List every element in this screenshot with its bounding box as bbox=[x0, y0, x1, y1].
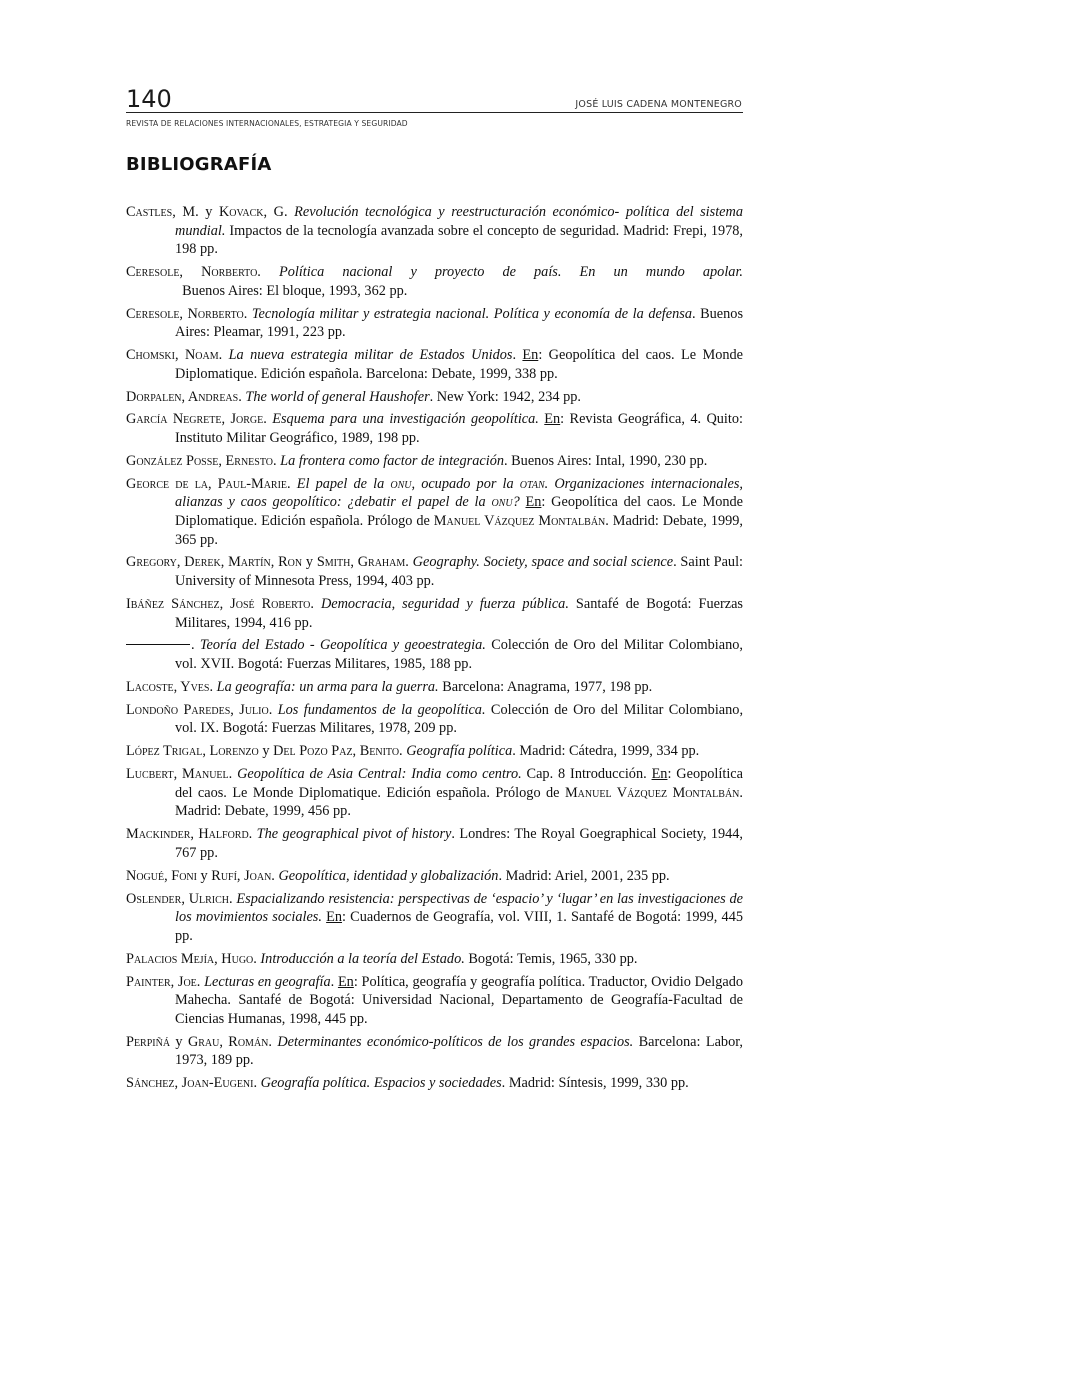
bibliography-entry bbox=[126, 950, 743, 969]
acronym-otan: otan bbox=[519, 475, 545, 492]
bibliography-entry bbox=[126, 595, 743, 632]
entry-title: Teoría del Estado - Geopolítica y geoestrategia. bbox=[199, 637, 486, 654]
entry-en-marker: En bbox=[544, 411, 561, 428]
bibliography-entry bbox=[126, 890, 743, 946]
entry-coauthor: Rufí, Joan. bbox=[211, 867, 275, 884]
bibliography-entry bbox=[126, 553, 743, 590]
entry-publication: : Revista Geográfica, 4. Quito: Instituto Militar Geográfico, 1989, 198 pp. bbox=[175, 411, 743, 447]
entry-publication: Santafé de Bogotá: Fuerzas Militares, 1994, 416 pp. bbox=[175, 595, 743, 631]
entry-author: Oslender, Ulrich. bbox=[126, 890, 233, 907]
entry-publication: : Geopolítica del caos. Le Monde Diplomatique. Edición española. Prólogo de bbox=[175, 766, 743, 801]
entry-separator: . bbox=[191, 637, 200, 654]
bibliography-entry bbox=[126, 765, 743, 821]
entry-publication: . Madrid: Síntesis, 1999, 330 pp. bbox=[501, 1075, 689, 1092]
entry-coauthor: Kovack, G. bbox=[218, 204, 288, 220]
entry-publication: Barcelona: Anagrama, 1977, 198 pp. bbox=[438, 678, 653, 695]
entry-publication: Impactos de la tecnología avanzada sobre el concepto de seguridad. Madrid: Frepi, 1978, 198 pp. bbox=[175, 222, 743, 258]
entry-author: Nogué, Foni bbox=[126, 867, 197, 884]
entry-coauthor: Grau, Román. bbox=[187, 1033, 272, 1050]
bibliography-entry bbox=[126, 452, 743, 471]
entry-publication: Buenos Aires: El bloque, 1993, 362 pp. bbox=[175, 282, 408, 299]
entry-publication: Bogotá: Temis, 1965, 330 pp. bbox=[464, 950, 638, 967]
entry-title: Democracia, seguridad y fuerza pública. bbox=[320, 595, 569, 612]
bibliography-entry bbox=[126, 867, 743, 886]
entry-title: The geographical pivot of history bbox=[256, 826, 452, 843]
bibliography-entry bbox=[126, 475, 743, 549]
entry-author: González Posse, Ernesto. bbox=[126, 452, 277, 469]
entry-author: Georce de la, Paul-Marie. bbox=[126, 475, 291, 492]
journal-name: REVISTA DE RELACIONES INTERNACIONALES, ESTRATEGIA Y SEGURIDAD bbox=[126, 119, 408, 128]
acronym-onu: onu bbox=[390, 475, 412, 492]
entry-publication: . Saint Paul: University of Minnesota Press, 1994, 403 pp. bbox=[175, 554, 744, 590]
entry-title: Geografía política bbox=[406, 743, 513, 760]
entry-publication: Barcelona: Labor, 1973, 189 pp. bbox=[175, 1033, 743, 1069]
same-author-dash bbox=[126, 644, 190, 645]
entry-author: Perpiñá bbox=[126, 1033, 171, 1050]
entry-title: Esquema para una investigación geopolítica. bbox=[272, 411, 539, 428]
entry-title: Determinantes económico-políticos de los grandes espacios. bbox=[277, 1033, 634, 1050]
bibliography-entry bbox=[126, 636, 743, 673]
entry-connector: y bbox=[258, 743, 274, 760]
entry-author: Dorpalen, Andreas. bbox=[126, 388, 242, 405]
bibliography-entry bbox=[126, 701, 743, 738]
entry-author: Palacios Mejía, Hugo. bbox=[126, 950, 257, 967]
entry-publication: . Londres: The Royal Goegraphical Society, 1944, 767 pp. bbox=[175, 826, 744, 861]
entry-author: Londoño Paredes, Julio. bbox=[126, 701, 273, 718]
entry-title-part: ? bbox=[512, 494, 520, 511]
entry-connector: . bbox=[330, 973, 338, 990]
entry-title: La nueva estrategia militar de Estados Unidos bbox=[228, 347, 513, 364]
entry-publication-end: . Madrid: Debate, 1999, 456 pp. bbox=[175, 784, 743, 820]
entry-author: López Trigal, Lorenzo bbox=[126, 743, 259, 760]
entry-title: Política nacional y proyecto de país. En un mundo apolar. bbox=[278, 264, 743, 281]
entry-connector: . bbox=[512, 347, 523, 364]
entry-author: Lacoste, Yves. bbox=[126, 678, 214, 695]
entry-connector: y bbox=[196, 867, 212, 884]
entry-publication: . Buenos Aires: Intal, 1990, 230 pp. bbox=[504, 452, 708, 469]
bibliography-entry bbox=[126, 203, 743, 259]
acronym-onu: onu bbox=[491, 494, 513, 511]
entry-prologue-author: Manuel Vázquez Montalbán bbox=[564, 784, 740, 801]
bibliography-entry bbox=[126, 388, 743, 407]
bibliography-entry bbox=[126, 346, 743, 383]
section-title: BIBLIOGRAFÍA bbox=[126, 154, 272, 175]
entry-prologue-author: Manuel Vázquez Montalbán bbox=[433, 512, 606, 529]
entry-title: Revolución tecnológica y reestructuración económico- política del sistema mundial. bbox=[175, 204, 743, 239]
entry-title-part: El papel de la bbox=[296, 475, 391, 492]
entry-publication: : Geopolítica del caos. Le Monde Diplomatique. Edición española. Barcelona: Debate, 1999, 338 pp. bbox=[175, 347, 744, 382]
entry-publication: : Cuadernos de Geografía, vol. VIII, 1. Santafé de Bogotá: 1999, 445 pp. bbox=[175, 909, 744, 944]
entry-title: Los fundamentos de la geopolítica. bbox=[277, 701, 486, 718]
entry-title: The world of general Haushofer bbox=[245, 388, 430, 405]
entry-title: Geopolítica, identidad y globalización bbox=[278, 867, 499, 884]
entry-title: Lecturas en geografía bbox=[204, 973, 331, 990]
entry-title-part: . Organizaciones internacionales, alianzas y caos geopolítico: ¿debatir el papel de la bbox=[175, 475, 743, 511]
entry-title: Tecnología militar y estrategia nacional. Política y economía de la defensa bbox=[251, 305, 692, 322]
entry-author: Ceresole, Norberto. bbox=[126, 305, 248, 322]
entry-publication: . Madrid: Cátedra, 1999, 334 pp. bbox=[512, 743, 700, 760]
entry-publication: . Madrid: Ariel, 2001, 235 pp. bbox=[498, 867, 670, 884]
entry-publication: : Geopolítica del caos. Le Monde Diplomatique. Edición española. Prólogo de bbox=[175, 494, 743, 529]
entry-en-marker: En bbox=[651, 766, 668, 783]
entry-publication: Colección de Oro del Militar Colombiano, vol. IX. Bogotá: Fuerzas Militares, 1978, 209 pp. bbox=[175, 701, 744, 737]
entry-title: La frontera como factor de integración bbox=[280, 452, 504, 469]
bibliography-entry bbox=[126, 678, 743, 697]
entry-publication: . Buenos Aires: Pleamar, 1991, 223 pp. bbox=[175, 305, 744, 341]
bibliography-list bbox=[126, 203, 743, 1097]
entry-publication: . New York: 1942, 234 pp. bbox=[429, 388, 581, 405]
bibliography-entry bbox=[126, 263, 743, 300]
entry-title-part: , ocupado por la bbox=[411, 475, 520, 492]
entry-publication-end: . Madrid: Debate, 1999, 365 pp. bbox=[175, 512, 743, 548]
running-header-author: JOSÉ LUIS CADENA MONTENEGRO bbox=[575, 99, 742, 110]
bibliography-entry bbox=[126, 1074, 743, 1093]
entry-author: Ceresole, Norberto. bbox=[126, 264, 261, 281]
entry-connector: y bbox=[170, 1033, 188, 1050]
bibliography-entry bbox=[126, 1033, 743, 1070]
entry-publication: : Política, geografía y geografía política. Traductor, Ovidio Delgado Mahecha. Santafé de Bogotá: Universidad Nacional, Departamento de Geografía-Facultad de Ciencias Humanas, 1998, 445 pp. bbox=[175, 973, 744, 1027]
entry-author: Chomski, Noam. bbox=[126, 347, 223, 364]
entry-author: Ibáñez Sánchez, José Roberto. bbox=[126, 595, 314, 612]
bibliography-entry bbox=[126, 410, 743, 447]
entry-connector: y bbox=[302, 554, 317, 571]
entry-title: Espacializando resistencia: perspectivas de ‘espacio’ y ‘lugar’ en las investigaciones de los movimientos sociales. bbox=[175, 890, 743, 926]
entry-author: Gregory, Derek, Martín, Ron bbox=[126, 554, 303, 571]
bibliography-entry bbox=[126, 742, 743, 761]
entry-separator bbox=[314, 596, 321, 612]
entry-en-marker: En bbox=[337, 973, 354, 990]
entry-en-marker: En bbox=[525, 494, 542, 511]
bibliography-entry bbox=[126, 825, 743, 862]
entry-title: Geografía política. Espacios y sociedades bbox=[260, 1075, 502, 1092]
entry-author: Sánchez, Joan-Eugeni. bbox=[126, 1075, 258, 1092]
entry-author: Castles, M. bbox=[126, 204, 199, 220]
entry-author: Painter, Joe. bbox=[126, 973, 201, 990]
entry-en-marker: En bbox=[522, 347, 539, 364]
bibliography-entry bbox=[126, 973, 743, 1029]
entry-chapter: Cap. 8 Introducción. bbox=[521, 766, 652, 783]
entry-connector: y bbox=[198, 204, 219, 220]
page-number: 140 bbox=[126, 85, 172, 113]
header-rule bbox=[126, 112, 743, 113]
entry-coauthor: Del Pozo Paz, Benito. bbox=[273, 743, 403, 760]
entry-title: Introducción a la teoría del Estado. bbox=[260, 950, 465, 967]
entry-author: Mackinder, Halford. bbox=[126, 826, 253, 843]
entry-author: Lucbert, Manuel. bbox=[126, 766, 233, 783]
entry-title: Geopolítica de Asia Central: India como centro. bbox=[237, 766, 522, 783]
entry-author: García Negrete, Jorge. bbox=[126, 411, 267, 428]
entry-title: Geography. Society, space and social science bbox=[412, 554, 674, 571]
entry-coauthor: Smith, Graham. bbox=[316, 554, 409, 571]
entry-en-marker: En bbox=[326, 909, 343, 926]
entry-separator bbox=[261, 264, 279, 280]
bibliography-entry bbox=[126, 305, 743, 342]
entry-title: La geografía: un arma para la guerra. bbox=[216, 678, 439, 695]
entry-publication: Colección de Oro del Militar Colombiano, vol. XVII. Bogotá: Fuerzas Militares, 1985, 188 pp. bbox=[175, 637, 743, 673]
